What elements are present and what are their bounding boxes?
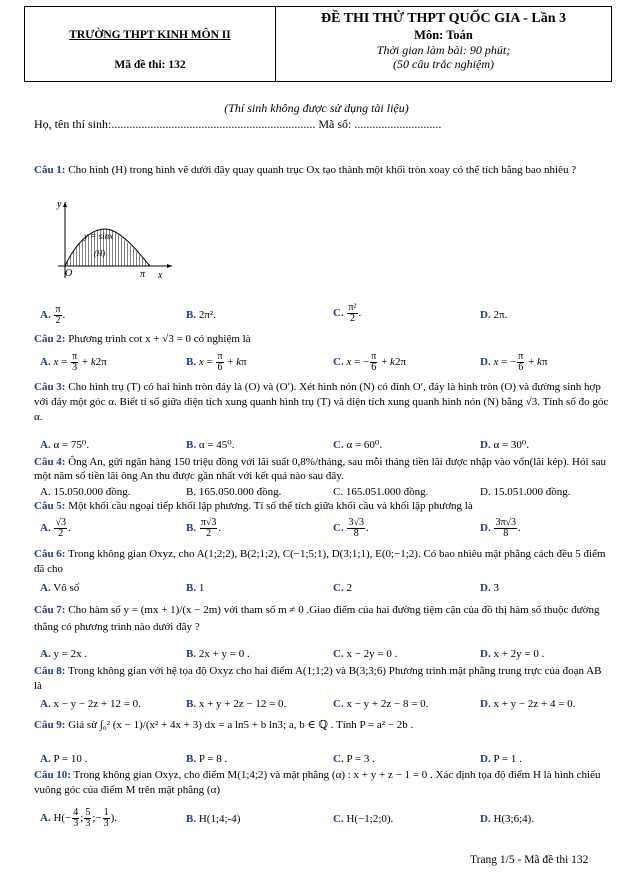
q2-option-d[interactable]: D. x = − $\frac{\pi}{6}$ + kπ bbox=[480, 351, 548, 373]
q1-option-a[interactable]: A. $\frac{\pi}{2}$ . bbox=[40, 304, 66, 326]
q8-option-a[interactable]: A. x − y − 2z + 12 = 0. bbox=[40, 698, 141, 710]
q2-option-a[interactable]: A. x = $\frac{\pi}{3}$ + k2π bbox=[40, 351, 107, 373]
question-number: Câu 4: bbox=[34, 456, 66, 468]
q6-option-d[interactable]: D. 3 bbox=[480, 582, 499, 594]
header-right-cell bbox=[276, 7, 611, 81]
q4-option-a[interactable]: A. 15.050.000 đồng. bbox=[40, 486, 131, 498]
header-left-cell bbox=[25, 7, 276, 81]
question-number: Câu 5: bbox=[34, 500, 66, 512]
q10-option-c[interactable]: C. H(−1;2;0). bbox=[333, 813, 394, 825]
q6-option-b[interactable]: B. 1 bbox=[186, 582, 205, 594]
exam-note: (Thí sinh không được sử dụng tài liệu) bbox=[224, 101, 409, 115]
question-number: Câu 7: bbox=[34, 604, 66, 616]
graph-region-label: (H) bbox=[94, 249, 106, 258]
graph-origin-label: O bbox=[65, 268, 73, 279]
question-text: Trong không gian với hệ tọa độ Oxyz cho hai điểm A(1;1;2) và B(3;3;6) Phương trình mặt phẳng trung trực của đoạn AB là bbox=[34, 665, 602, 692]
question-5 bbox=[34, 499, 609, 514]
student-info-line: Họ, tên thí sinh:.................................................................... Mã số: ............................. bbox=[34, 117, 442, 131]
question-text: Ông An, gửi ngân hàng 150 triệu đồng với lãi suất 0,8%/tháng, sau mỗi tháng tiền lãi được nhập vào vốn(lãi kép). Hỏi sau một năm số tiền lãi ông An thu được gần nhất với kết quả nào sau đây. bbox=[34, 456, 606, 482]
question-number: Câu 6: bbox=[34, 548, 66, 560]
question-7 bbox=[34, 602, 609, 636]
question-10 bbox=[34, 768, 609, 798]
q3-option-c[interactable]: C. α = 60⁰. bbox=[333, 439, 383, 451]
question-text: Một khối cầu ngoại tiếp khối lập phương. Tỉ số thể tích giữa khối cầu và khối lập phương là bbox=[68, 500, 473, 512]
q5-option-d[interactable]: D. $\frac{3\pi√3}{8}$ . bbox=[480, 517, 521, 539]
q6-option-c[interactable]: C. 2 bbox=[333, 582, 352, 594]
question-text: Cho hình trụ (T) có hai hình tròn đáy là (O) và (O′). Xét hình nón (N) có đỉnh O′, đáy là hình tròn (O) và đường sinh hợp với đáy một góc α. Biết tỉ số giữa diện tích xung quanh hình trụ (T) và diện tích xung quanh hình nón (N) bằng √3. Tính số đo góc α. bbox=[34, 381, 609, 423]
q9-option-b[interactable]: B. P = 8 . bbox=[186, 753, 228, 765]
q2-option-b[interactable]: B. x = $\frac{\pi}{6}$ + kπ bbox=[186, 351, 247, 373]
q9-option-c[interactable]: C. P = 3 . bbox=[333, 753, 375, 765]
q7-option-d[interactable]: D. x + 2y = 0 . bbox=[480, 648, 545, 660]
question-count: (50 câu trắc nghiệm) bbox=[393, 57, 494, 71]
exam-code: Mã đề thi: 132 bbox=[114, 59, 186, 71]
question-2 bbox=[34, 332, 609, 347]
page-footer: Trang 1/5 - Mã đề thi 132 bbox=[470, 854, 589, 866]
graph-curve-label: y = sinx bbox=[84, 231, 114, 241]
question-4 bbox=[34, 455, 609, 483]
question-number: Câu 2: bbox=[34, 333, 66, 345]
question-text: Giả sử ∫₀² (x − 1)/(x² + 4x + 3) dx = a ln5 + b ln3; a, b ∈ ℚ . Tính P = a² − 2b . bbox=[68, 719, 414, 731]
question-text: Cho hình (H) trong hình vẽ dưới đây quay quanh trục Ox tạo thành một khối tròn xoay có thể tích bằng bao nhiêu ? bbox=[68, 164, 577, 176]
graph-y-label: y bbox=[57, 199, 62, 210]
q1-option-b[interactable]: B. 2π². bbox=[186, 309, 216, 321]
question-number: Câu 1: bbox=[34, 164, 66, 176]
q10-option-b[interactable]: B. H(1;4;-4) bbox=[186, 813, 241, 825]
question-number: Câu 3: bbox=[34, 381, 66, 393]
question-9 bbox=[34, 718, 609, 733]
q8-option-c[interactable]: C. x − y + 2z − 8 = 0. bbox=[333, 698, 429, 710]
q5-option-a[interactable]: A. $\frac{√3}{2}$ . bbox=[40, 517, 71, 539]
q3-option-a[interactable]: A. α = 75⁰. bbox=[40, 439, 90, 451]
school-name: TRƯỜNG THPT KINH MÔN II bbox=[69, 29, 231, 41]
exam-subject: Môn: Toán bbox=[414, 28, 473, 42]
exam-header bbox=[24, 6, 612, 82]
q3-option-d[interactable]: D. α = 30⁰. bbox=[480, 439, 530, 451]
q8-option-b[interactable]: B. x + y + 2z − 12 = 0. bbox=[186, 698, 287, 710]
q10-option-a[interactable]: A. H(− $\frac{4}{3}$ ; $\frac{5}{3}$ ;− $\frac{1}{3}$ ). bbox=[40, 807, 118, 829]
question-text: Trong không gian Oxyz, cho điểm M(1;4;2) và mặt phẳng (α) : x + y + z − 1 = 0 . Xác định tọa độ điểm H là hình chiếu vuông góc của điểm M trên mặt phẳng (α) bbox=[34, 769, 601, 796]
exam-time: Thời gian làm bài: 90 phút; bbox=[376, 43, 511, 57]
sine-region-graph bbox=[54, 196, 179, 281]
question-number: Câu 9: bbox=[34, 719, 66, 731]
q5-option-c[interactable]: C. $\frac{3√3}{8}$ . bbox=[333, 517, 369, 539]
q1-option-c[interactable]: C. $\frac{\text{π²}}{2}$ . bbox=[333, 302, 362, 324]
question-3 bbox=[34, 380, 609, 425]
q4-option-b[interactable]: B. 165.050.000 đồng. bbox=[186, 486, 282, 498]
q3-option-b[interactable]: B. α = 45⁰. bbox=[186, 439, 235, 451]
question-text: Cho hàm số y = (mx + 1)/(x − 2m) với tham số m ≠ 0 .Giao điểm của hai đường tiệm cận của đồ thị hàm số thuộc đường thẳng có phương trình nào dưới đây ? bbox=[34, 604, 600, 633]
q9-option-d[interactable]: D. P = 1 . bbox=[480, 753, 522, 765]
q7-option-b[interactable]: B. 2x + y = 0 . bbox=[186, 648, 250, 660]
graph-x-label: x bbox=[158, 270, 163, 281]
q4-option-d[interactable]: D. 15.051.000 đồng. bbox=[480, 486, 571, 498]
q4-option-c[interactable]: C. 165.051.000 đồng. bbox=[333, 486, 429, 498]
q9-option-a[interactable]: A. P = 10 . bbox=[40, 753, 88, 765]
graph-pi-label: π bbox=[140, 269, 146, 280]
question-text: Phương trình cot x + √3 = 0 có nghiệm là bbox=[68, 333, 251, 345]
question-number: Câu 8: bbox=[34, 665, 66, 677]
q2-option-c[interactable]: C. x = − $\frac{\pi}{6}$ + k2π bbox=[333, 351, 406, 373]
q10-option-d[interactable]: D. H(3;6;4). bbox=[480, 813, 535, 825]
question-number: Câu 10: bbox=[34, 769, 71, 781]
q7-option-c[interactable]: C. x − 2y = 0 . bbox=[333, 648, 398, 660]
question-text: Trong không gian Oxyz, cho A(1;2;2), B(2;1;2), C(−1;5;1), D(3;1;1), E(0;−1;2). Có bao nhiêu mặt phẳng cách đều 5 điểm đã cho bbox=[34, 548, 606, 575]
question-8 bbox=[34, 664, 609, 694]
q7-option-a[interactable]: A. y = 2x . bbox=[40, 648, 88, 660]
question-6 bbox=[34, 547, 609, 577]
q6-option-a[interactable]: A. Vô số bbox=[40, 582, 80, 594]
q5-option-b[interactable]: B. $\frac{\pi√3}{2}$ . bbox=[186, 517, 222, 539]
question-1 bbox=[34, 163, 609, 178]
exam-title: ĐỀ THI THỬ THPT QUỐC GIA - Lần 3 bbox=[320, 11, 567, 26]
q8-option-d[interactable]: D. x + y − 2z + 4 = 0. bbox=[480, 698, 576, 710]
q1-option-d[interactable]: D. 2π. bbox=[480, 309, 508, 321]
